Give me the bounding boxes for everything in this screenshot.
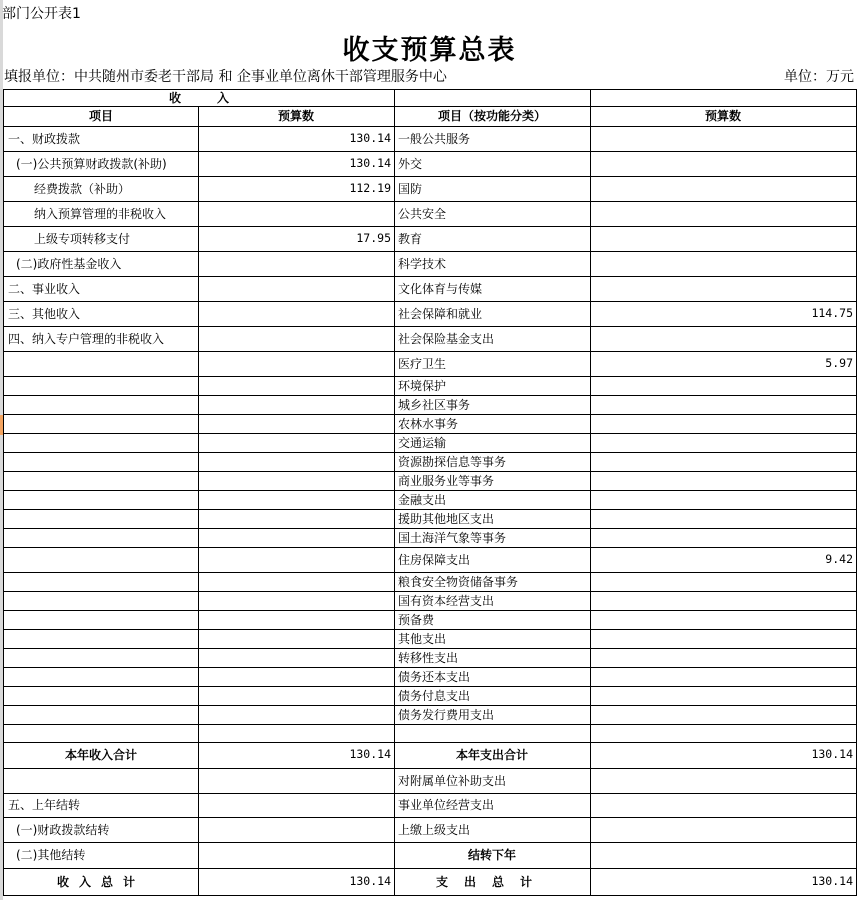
expenditure-item-label: 债务付息支出	[394, 686, 591, 706]
expenditure-item-value	[590, 395, 857, 415]
expenditure-item-label: 社会保险基金支出	[394, 326, 591, 352]
empty-cell	[198, 351, 395, 377]
income-item-label: 一、财政拨款	[3, 126, 199, 152]
expenditure-item-value: 9.42	[590, 547, 857, 573]
expenditure-item-label: 国有资本经营支出	[394, 591, 591, 611]
income-total-label: 收入总计	[3, 868, 199, 896]
empty-cell	[3, 471, 199, 491]
sheet-name: 部门公开表1	[2, 6, 81, 22]
empty-cell	[3, 351, 199, 377]
empty-cell	[3, 395, 199, 415]
expenditure-item-value	[590, 251, 857, 277]
empty-cell	[3, 490, 199, 510]
expenditure-item-label: 社会保障和就业	[394, 301, 591, 327]
income-item-label: 四、纳入专户管理的非税收入	[3, 326, 199, 352]
expenditure-item-label: 粮食安全物资储备事务	[394, 572, 591, 592]
expenditure-item-label: 环境保护	[394, 376, 591, 396]
expenditure-item-value	[590, 648, 857, 668]
income-item-value	[198, 276, 395, 302]
empty-cell	[198, 509, 395, 529]
header-item-func: 项目（按功能分类）	[394, 106, 591, 127]
empty-cell	[3, 629, 199, 649]
header-budget-2: 预算数	[590, 106, 857, 127]
expenditure-item-value	[590, 276, 857, 302]
empty-cell	[590, 793, 857, 818]
expenditure-item-label: 债务还本支出	[394, 667, 591, 687]
spacer-cell	[3, 724, 199, 743]
expenditure-item-label: 住房保障支出	[394, 547, 591, 573]
empty-cell	[3, 610, 199, 630]
expenditure-item-label: 农林水事务	[394, 414, 591, 434]
expenditure-item-label: 国土海洋气象等事务	[394, 528, 591, 548]
expenditure-item-value	[590, 509, 857, 529]
expenditure-item-label: 国防	[394, 176, 591, 202]
empty-cell	[3, 591, 199, 611]
expenditure-item-value	[590, 176, 857, 202]
income-item-label: 二、事业收入	[3, 276, 199, 302]
other-carry-label: (二)其他结转	[3, 842, 199, 869]
expenditure-item-value	[590, 226, 857, 252]
expenditure-item-label: 债务发行费用支出	[394, 705, 591, 725]
income-item-label: 经费拨款（补助）	[3, 176, 199, 202]
empty-cell	[3, 648, 199, 668]
page-title: 收支预算总表	[342, 35, 517, 66]
income-item-value	[198, 326, 395, 352]
income-item-value: 112.19	[198, 176, 395, 202]
expenditure-item-value	[590, 433, 857, 453]
empty-cell	[198, 629, 395, 649]
empty-cell	[198, 433, 395, 453]
empty-cell	[3, 376, 199, 396]
income-item-label: (二)政府性基金收入	[3, 251, 199, 277]
reporting-unit: 填报单位：中共随州市委老干部局 和 企事业单位离休干部管理服务中心	[4, 69, 447, 85]
expenditure-item-label: 文化体育与传媒	[394, 276, 591, 302]
empty-cell	[3, 547, 199, 573]
expenditure-item-value	[590, 326, 857, 352]
empty-cell	[3, 667, 199, 687]
empty-cell	[3, 768, 199, 794]
expenditure-item-value: 114.75	[590, 301, 857, 327]
empty-cell	[590, 842, 857, 869]
empty-cell	[3, 414, 199, 434]
expenditure-item-value	[590, 490, 857, 510]
empty-cell	[198, 610, 395, 630]
expenditure-item-label: 医疗卫生	[394, 351, 591, 377]
empty-cell	[3, 705, 199, 725]
unit-label: 单位：万元	[784, 69, 854, 85]
income-item-value: 17.95	[198, 226, 395, 252]
subsidy-label: 对附属单位补助支出	[394, 768, 591, 794]
expenditure-item-value	[590, 201, 857, 227]
expenditure-item-label: 外交	[394, 151, 591, 177]
expenditure-item-label: 一般公共服务	[394, 126, 591, 152]
expenditure-item-label: 城乡社区事务	[394, 395, 591, 415]
empty-cell	[198, 490, 395, 510]
header-item: 项目	[3, 106, 199, 127]
empty-cell	[3, 433, 199, 453]
empty-cell	[198, 667, 395, 687]
empty-cell	[198, 452, 395, 472]
income-item-label: 三、其他收入	[3, 301, 199, 327]
expenditure-item-value	[590, 376, 857, 396]
expenditure-item-label: 教育	[394, 226, 591, 252]
expenditure-item-label: 资源勘探信息等事务	[394, 452, 591, 472]
expenditure-item-value	[590, 528, 857, 548]
empty-cell	[3, 572, 199, 592]
spacer-cell	[394, 724, 591, 743]
income-item-value: 130.14	[198, 126, 395, 152]
remit-label: 上缴上级支出	[394, 817, 591, 843]
exp-total-value: 130.14	[590, 868, 857, 896]
expenditure-item-value	[590, 610, 857, 630]
next-year-label: 结转下年	[394, 842, 591, 869]
empty-cell	[198, 547, 395, 573]
empty-cell	[198, 817, 395, 843]
empty-cell	[198, 528, 395, 548]
empty-cell	[3, 528, 199, 548]
expenditure-item-value	[590, 629, 857, 649]
empty-cell	[3, 509, 199, 529]
expenditure-item-value	[590, 452, 857, 472]
empty-cell	[198, 705, 395, 725]
expenditure-item-label: 金融支出	[394, 490, 591, 510]
empty-cell	[198, 842, 395, 869]
income-item-label: 纳入预算管理的非税收入	[3, 201, 199, 227]
exp-total-label: 支出总计	[394, 868, 591, 896]
empty-cell	[3, 686, 199, 706]
expenditure-item-label: 公共安全	[394, 201, 591, 227]
year-income-label: 本年收入合计	[3, 742, 199, 769]
expenditure-item-value	[590, 126, 857, 152]
empty-cell	[590, 817, 857, 843]
carry-label: 五、上年结转	[3, 793, 199, 818]
empty-cell	[198, 376, 395, 396]
expenditure-item-value	[590, 667, 857, 687]
fiscal-carry-label: (一)财政拨款结转	[3, 817, 199, 843]
expenditure-item-value	[590, 471, 857, 491]
expenditure-item-label: 援助其他地区支出	[394, 509, 591, 529]
expenditure-item-value	[590, 705, 857, 725]
empty-cell	[590, 768, 857, 794]
empty-cell	[198, 471, 395, 491]
income-item-label: (一)公共预算财政拨款(补助)	[3, 151, 199, 177]
empty-cell	[198, 686, 395, 706]
income-item-label: 上级专项转移支付	[3, 226, 199, 252]
spacer-cell	[590, 724, 857, 743]
expenditure-item-label: 转移性支出	[394, 648, 591, 668]
expenditure-item-label: 科学技术	[394, 251, 591, 277]
income-item-value: 130.14	[198, 151, 395, 177]
income-group-header: 收 入	[3, 89, 395, 107]
year-income-value: 130.14	[198, 742, 395, 769]
empty-cell	[198, 648, 395, 668]
spacer-cell	[198, 724, 395, 743]
blank-header-cell	[590, 89, 857, 107]
year-exp-label: 本年支出合计	[394, 742, 591, 769]
year-exp-value: 130.14	[590, 742, 857, 769]
income-item-value	[198, 201, 395, 227]
empty-cell	[198, 768, 395, 794]
expenditure-item-label: 商业服务业等事务	[394, 471, 591, 491]
expenditure-item-value	[590, 414, 857, 434]
expenditure-item-value	[590, 572, 857, 592]
expenditure-item-label: 其他支出	[394, 629, 591, 649]
expenditure-item-label: 预备费	[394, 610, 591, 630]
empty-cell	[198, 414, 395, 434]
expenditure-item-value: 5.97	[590, 351, 857, 377]
expenditure-item-value	[590, 591, 857, 611]
empty-cell	[198, 395, 395, 415]
empty-cell	[3, 452, 199, 472]
income-item-value	[198, 301, 395, 327]
empty-cell	[198, 572, 395, 592]
blank-header-cell	[394, 89, 591, 107]
expenditure-item-value	[590, 151, 857, 177]
income-total-value: 130.14	[198, 868, 395, 896]
income-item-value	[198, 251, 395, 277]
empty-cell	[198, 793, 395, 818]
empty-cell	[198, 591, 395, 611]
biz-label: 事业单位经营支出	[394, 793, 591, 818]
expenditure-item-value	[590, 686, 857, 706]
expenditure-item-label: 交通运输	[394, 433, 591, 453]
header-budget: 预算数	[198, 106, 395, 127]
